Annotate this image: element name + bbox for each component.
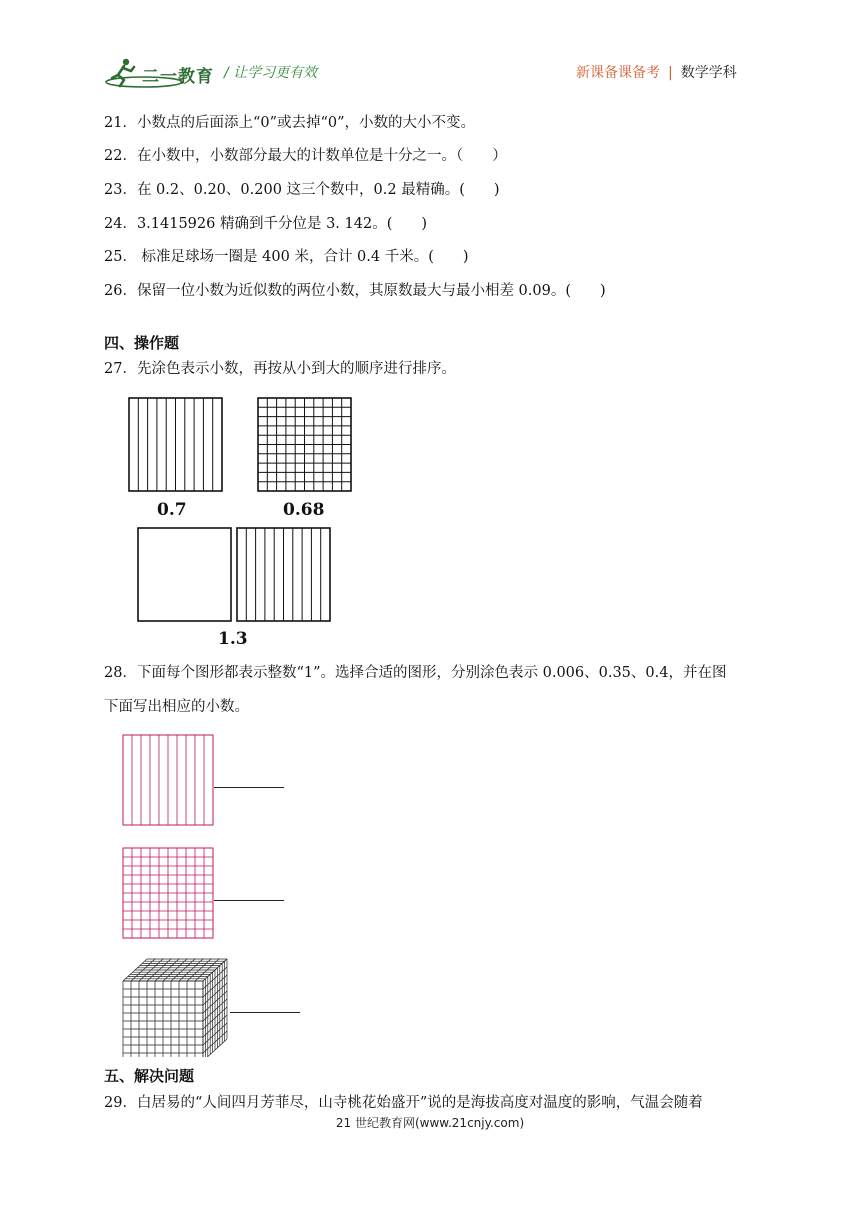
question-22: 22．在小数中，小数部分最大的计数单位是十分之一。（ ） xyxy=(104,148,507,164)
question-29: 29．白居易的“人间四月芳菲尽，山寺桃花始盛开”说的是海拔高度对温度的影响，气温会随着 xyxy=(104,1095,703,1111)
red-tenths-figure xyxy=(122,734,214,826)
question-26: 26．保留一位小数为近似数的两位小数，其原数最大与最小相差 0.09。( ) xyxy=(104,283,606,299)
slogan: / 让学习更有效 xyxy=(224,65,318,81)
page-footer: 21 世纪教育网(www.21cnjy.com) xyxy=(335,1116,525,1130)
brand-name: 二一教育 xyxy=(142,67,214,87)
question-25: 25． 标准足球场一圈是 400 米，合计 0.4 千米。( ) xyxy=(104,249,469,265)
tenths-grid-figure-2 xyxy=(236,527,331,623)
answer-line-1[interactable] xyxy=(214,787,284,788)
question-27: 27．先涂色表示小数，再按从小到大的顺序进行排序。 xyxy=(104,361,456,377)
question-28-line-2: 下面写出相应的小数。 xyxy=(104,699,249,715)
label-1-3: 1.3 xyxy=(218,629,248,649)
blank-square-figure xyxy=(137,527,232,623)
section-title-operations: 四、操作题 xyxy=(104,334,180,352)
section-title-problem-solving: 五、解决问题 xyxy=(104,1067,195,1085)
header-separator: | xyxy=(668,65,673,81)
question-28-line-1: 28．下面每个图形都表示整数“1”。选择合适的图形，分别涂色表示 0.006、0.35、0.4，并在图 xyxy=(104,665,727,681)
header-right xyxy=(576,62,737,82)
answer-line-3[interactable] xyxy=(230,1012,300,1013)
hundredths-grid-figure xyxy=(257,397,352,493)
question-21: 21．小数点的后面添上“0”或去掉“0”，小数的大小不变。 xyxy=(104,115,476,131)
answer-line-2[interactable] xyxy=(214,900,284,901)
label-0-68: 0.68 xyxy=(283,500,325,520)
red-hundredths-figure xyxy=(122,847,214,939)
header-subject-label: 数学学科 xyxy=(680,65,737,81)
tenths-grid-figure xyxy=(128,397,223,493)
question-24: 24．3.1415926 精确到千分位是 3. 142。( ) xyxy=(104,216,428,232)
label-0-7: 0.7 xyxy=(157,500,187,520)
question-23: 23．在 0.2、0.20、0.200 这三个数中，0.2 最精确。( ) xyxy=(104,182,500,198)
thousandths-cube-figure xyxy=(120,953,230,1057)
header-course-label: 新课备课备考 xyxy=(576,65,660,81)
